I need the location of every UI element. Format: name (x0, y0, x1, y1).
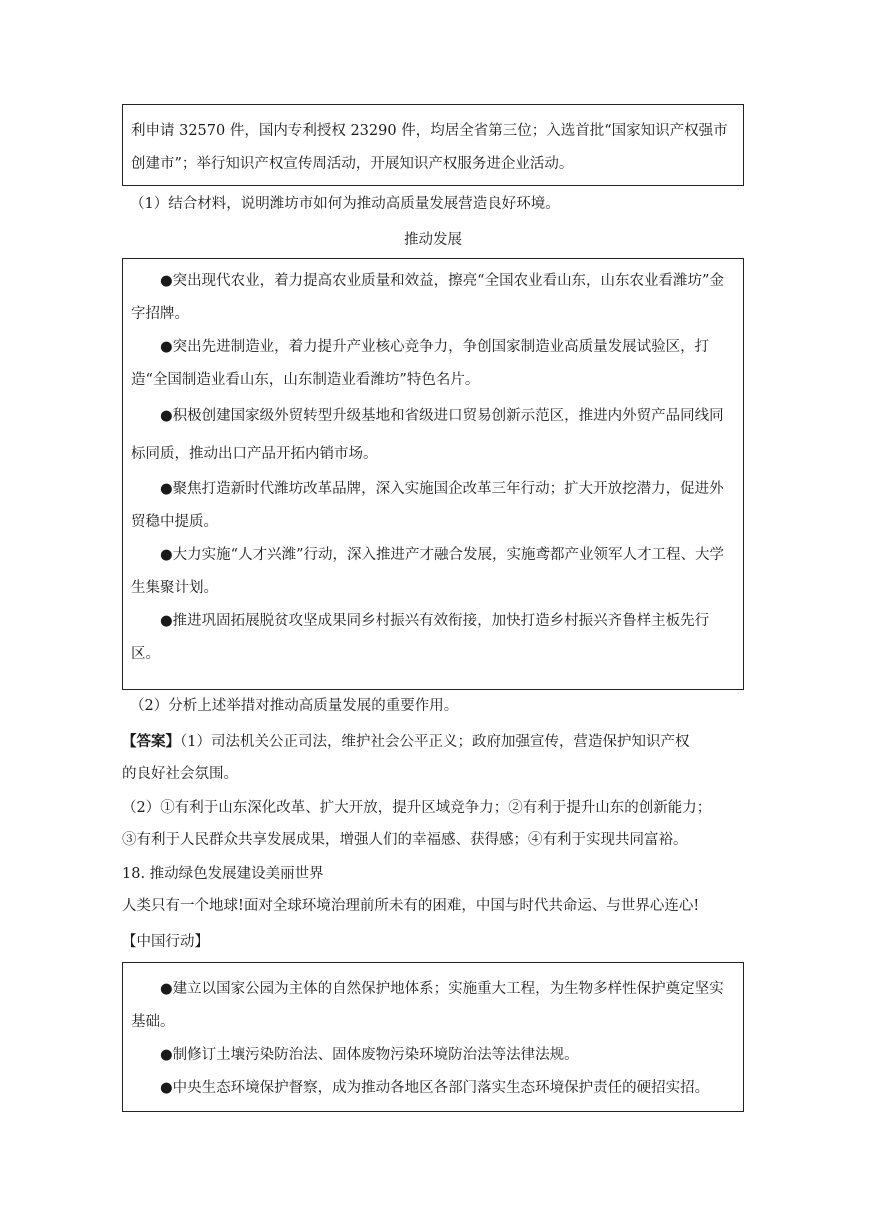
action-item: ●建立以国家公园为主体的自然保护地体系；实施重大工程，为生物多样性保护奠定坚实基础。 (131, 981, 724, 1030)
material-box-2 (122, 258, 744, 690)
question-18: 18. 推动绿色发展建设美丽世界 (122, 866, 324, 882)
measure-item: ●突出现代农业，着力提高农业质量和效益，擦亮“全国农业看山东，山东农业看潍坊”金字招牌。 (131, 273, 724, 322)
material-line: 创建市”；举行知识产权宣传周活动，开展知识产权服务进企业活动。 (131, 156, 574, 172)
action-item: ●制修订土壤污染防治法、固体废物污染环境防治法等法律法规。 (160, 1047, 579, 1063)
question-2: （2）分析上述举措对推动高质量发展的重要作用。 (130, 698, 459, 714)
measure-item: ●大力实施“人才兴潍”行动，深入推进产才融合发展，实施鸢都产业领军人才工程、大学生集聚计划。 (131, 547, 724, 596)
answer-1-line-1 (122, 732, 689, 752)
measure-item: ●突出先进制造业，着力提升产业核心竞争力，争创国家制造业高质量发展试验区，打造“全国制造业看山东，山东制造业看潍坊”特色名片。 (131, 339, 710, 388)
answer-2-line-1: （2）①有利于山东深化改革、扩大开放，提升区域竞争力；②有利于提升山东的创新能力； (122, 800, 712, 816)
question-1: （1）结合材料，说明潍坊市如何为推动高质量发展营造良好环境。 (130, 196, 560, 212)
answer-1-line-2: 的良好社会氛围。 (122, 766, 238, 782)
box-title: 推动发展 (404, 232, 462, 248)
measure-item: ●聚焦打造新时代潍坊改革品牌，深入实施国企改革三年行动；扩大开放挖潜力，促进外贸稳中提质。 (131, 481, 724, 530)
answer-text: （1）司法机关公正司法，维护社会公平正义；政府加强宣传，营造保护知识产权 (180, 734, 690, 750)
answer-2-line-2: ③有利于人民群众共享发展成果，增强人们的幸福感、获得感；④有利于实现共同富裕。 (122, 832, 688, 848)
section-label: 【中国行动】 (122, 934, 209, 950)
material-box-1 (122, 104, 744, 186)
material-line: 利申请 32570 件，国内专利授权 23290 件，均居全省第三位；入选首批“国家知识产权强市 (131, 123, 728, 139)
measure-item: ●积极创建国家级外贸转型升级基地和省级进口贸易创新示范区，推进内外贸产品同线同标同质，推动出口产品开拓内销市场。 (131, 408, 724, 462)
answer-label: 【答案】 (122, 733, 180, 750)
intro-text: 人类只有一个地球!面对全球环境治理前所未有的困难，中国与时代共命运、与世界心连心! (122, 898, 700, 914)
action-item: ●中央生态环境保护督察，成为推动各地区各部门落实生态环境保护责任的硬招实招。 (160, 1080, 710, 1096)
material-box-3 (122, 962, 744, 1112)
measure-item: ●推进巩固拓展脱贫攻坚成果同乡村振兴有效衔接，加快打造乡村振兴齐鲁样主板先行区。 (131, 613, 710, 662)
